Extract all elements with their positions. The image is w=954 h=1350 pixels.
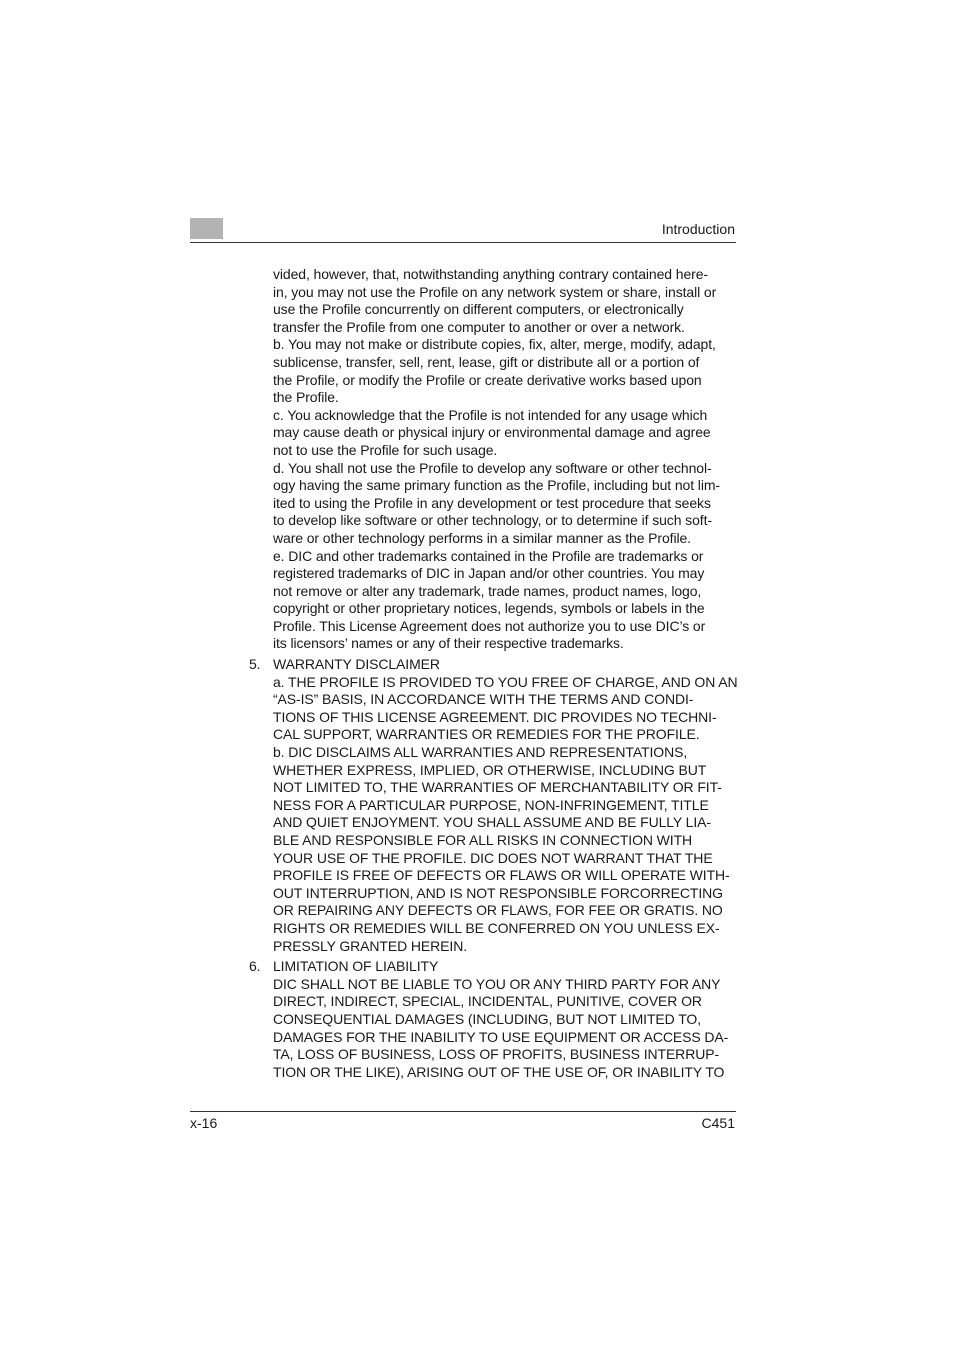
text-line: c. You acknowledge that the Profile is not intended for any usage which <box>273 406 708 423</box>
text-line: use the Profile concurrently on different computers, or electronically <box>273 301 684 318</box>
header-tab-marker <box>190 218 223 239</box>
text-line: WHETHER EXPRESS, IMPLIED, OR OTHERWISE, INCLUDING BUT <box>273 761 707 778</box>
text-line: to develop like software or other technology, or to determine if such soft- <box>273 512 712 529</box>
section-number: 5. <box>249 656 261 673</box>
text-line: ited to using the Profile in any development or test procedure that seeks <box>273 494 711 511</box>
text-line: OUT INTERRUPTION, AND IS NOT RESPONSIBLE FORCORRECTING <box>273 884 723 901</box>
text-line: transfer the Profile from one computer to another or over a network. <box>273 318 685 335</box>
text-line: in, you may not use the Profile on any network system or share, install or <box>273 283 717 300</box>
text-line: not to use the Profile for such usage. <box>273 441 498 458</box>
text-line: may cause death or physical injury or environmental damage and agree <box>273 424 711 441</box>
text-line: not remove or alter any trademark, trade names, product names, logo, <box>273 582 702 599</box>
text-line: the Profile, or modify the Profile or create derivative works based upon <box>273 371 702 388</box>
text-line: sublicense, transfer, sell, rent, lease, gift or distribute all or a portion of <box>273 353 700 370</box>
footer-page-number: x-16 <box>190 1115 218 1131</box>
text-line: WARRANTY DISCLAIMER <box>273 656 440 673</box>
text-line: e. DIC and other trademarks contained in the Profile are trademarks or <box>273 547 704 564</box>
text-line: NOT LIMITED TO, THE WARRANTIES OF MERCHANTABILITY OR FIT- <box>273 779 722 796</box>
text-line: copyright or other proprietary notices, legends, symbols or labels in the <box>273 600 705 617</box>
text-line: YOUR USE OF THE PROFILE. DIC DOES NOT WARRANT THAT THE <box>273 849 713 866</box>
text-line: TIONS OF THIS LICENSE AGREEMENT. DIC PROVIDES NO TECHNI- <box>273 708 717 725</box>
footer-divider <box>190 1111 736 1112</box>
text-line: OR REPAIRING ANY DEFECTS OR FLAWS, FOR FEE OR GRATIS. NO <box>273 902 723 919</box>
footer-model-name: C451 <box>701 1115 735 1131</box>
text-line: its licensors’ names or any of their respective trademarks. <box>273 635 624 652</box>
text-line: Profile. This License Agreement does not authorize you to use DIC’s or <box>273 617 706 634</box>
text-line: ware or other technology performs in a similar manner as the Profile. <box>273 529 691 546</box>
section-limitation-of-liability <box>249 958 738 1081</box>
text-line: TA, LOSS OF BUSINESS, LOSS OF PROFITS, BUSINESS INTERRUP- <box>273 1046 720 1063</box>
text-line: vided, however, that, notwithstanding anything contrary contained here- <box>273 266 708 282</box>
license-body <box>249 266 738 1081</box>
text-line: “AS-IS” BASIS, IN ACCORDANCE WITH THE TERMS AND CONDI- <box>273 691 694 708</box>
text-line: a. THE PROFILE IS PROVIDED TO YOU FREE OF CHARGE, AND ON AN <box>273 673 738 690</box>
header-title: Introduction <box>661 221 735 237</box>
text-line: registered trademarks of DIC in Japan and/or other countries. You may <box>273 565 705 582</box>
section-warranty-disclaimer <box>249 656 738 955</box>
header-divider <box>190 242 736 243</box>
text-line: LIMITATION OF LIABILITY <box>273 958 439 975</box>
section-number: 6. <box>249 958 261 975</box>
section-lines <box>273 656 738 955</box>
text-line: AND QUIET ENJOYMENT. YOU SHALL ASSUME AND BE FULLY LIA- <box>273 814 711 831</box>
text-line: RIGHTS OR REMEDIES WILL BE CONFERRED ON YOU UNLESS EX- <box>273 919 720 936</box>
text-line: DAMAGES FOR THE INABILITY TO USE EQUIPMENT OR ACCESS DA- <box>273 1028 729 1045</box>
section-lines <box>273 958 738 1081</box>
text-line: TION OR THE LIKE), ARISING OUT OF THE USE OF, OR INABILITY TO <box>273 1063 725 1080</box>
text-line: ogy having the same primary function as the Profile, including but not lim- <box>273 477 720 494</box>
intro-paragraphs <box>273 266 738 653</box>
text-line: NESS FOR A PARTICULAR PURPOSE, NON-INFRINGEMENT, TITLE <box>273 796 709 813</box>
text-line: b. DIC DISCLAIMS ALL WARRANTIES AND REPRESENTATIONS, <box>273 744 688 761</box>
text-line: DIC SHALL NOT BE LIABLE TO YOU OR ANY THIRD PARTY FOR ANY <box>273 975 721 992</box>
text-line: b. You may not make or distribute copies, fix, alter, merge, modify, adapt, <box>273 336 716 353</box>
text-line: PRESSLY GRANTED HEREIN. <box>273 937 468 954</box>
text-line: the Profile. <box>273 389 339 406</box>
text-line: BLE AND RESPONSIBLE FOR ALL RISKS IN CONNECTION WITH <box>273 832 693 848</box>
text-line: PROFILE IS FREE OF DEFECTS OR FLAWS OR WILL OPERATE WITH- <box>273 867 730 884</box>
text-line: d. You shall not use the Profile to develop any software or other technol- <box>273 459 712 476</box>
text-line: CAL SUPPORT, WARRANTIES OR REMEDIES FOR THE PROFILE. <box>273 726 700 743</box>
text-line: CONSEQUENTIAL DAMAGES (INCLUDING, BUT NOT LIMITED TO, <box>273 1010 701 1027</box>
text-line: DIRECT, INDIRECT, SPECIAL, INCIDENTAL, PUNITIVE, COVER OR <box>273 993 702 1010</box>
